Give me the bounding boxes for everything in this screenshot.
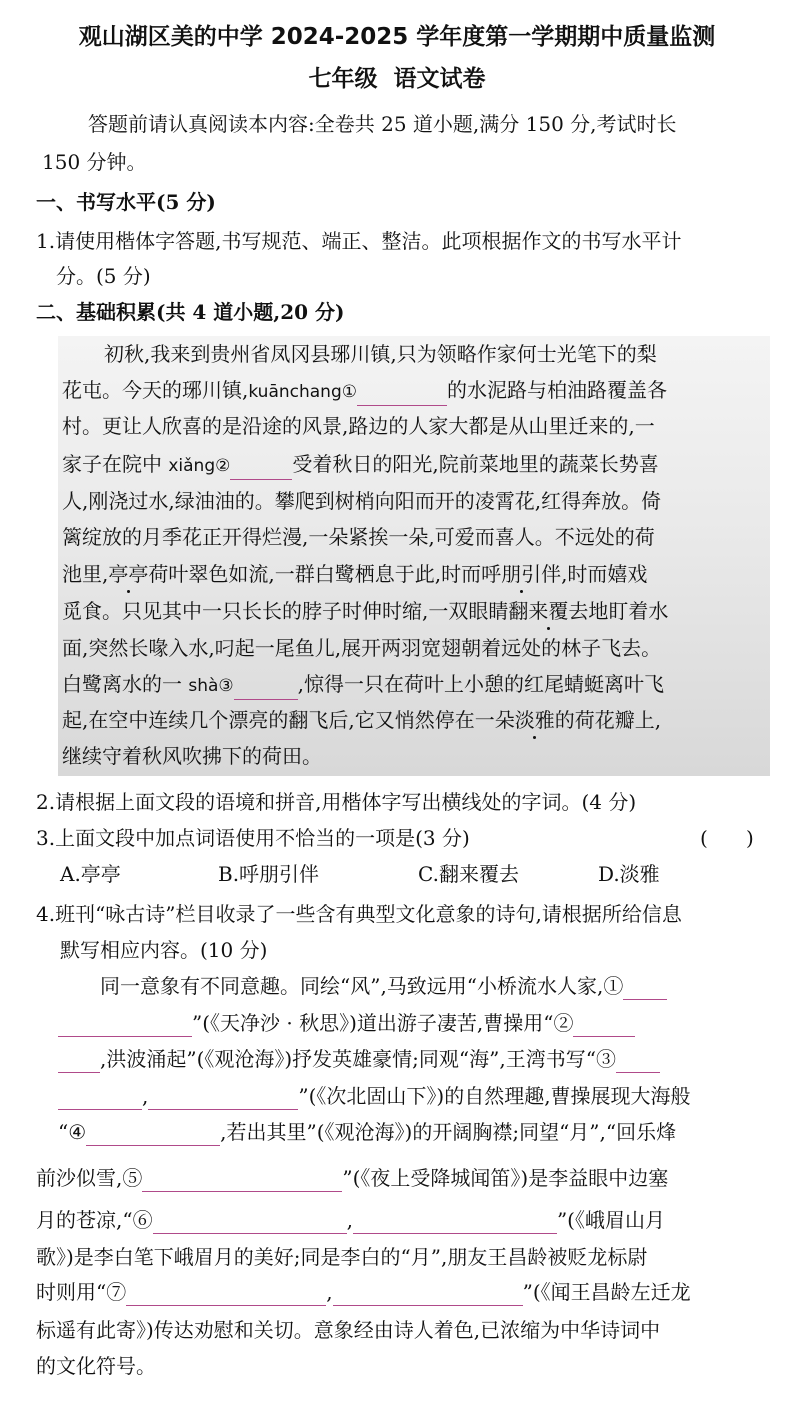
question-4-line-1: 4.班刊“咏古诗”栏目收录了一些含有典型文化意象的诗句,请根据所给信息 xyxy=(36,902,682,926)
q4-text-line: 歌》)是李白笔下峨眉月的美好;同是李白的“月”,朋友王昌龄被贬龙标尉 xyxy=(36,1245,648,1269)
q4-text-line: ,洪波涌起”(《观沧海》)抒发英雄豪情;同观“海”,王湾书写“③ xyxy=(58,1045,660,1073)
passage-line: 村。更让人欣喜的是沿途的风景,路边的人家大都是从山里迁来的,一 xyxy=(62,414,655,438)
answer-blank-1[interactable] xyxy=(357,383,447,406)
q4-text-line: 同一意象有不同意趣。同绘“风”,马致远用“小桥流水人家,① xyxy=(100,972,667,1000)
section-1-heading: 一、书写水平(5 分) xyxy=(36,190,216,214)
passage-line: 觅食。只见其中一只长长的脖子时伸时缩,一双眼睛翻来覆去地盯着水 xyxy=(62,599,669,623)
answer-blank-q4-4[interactable] xyxy=(86,1123,220,1146)
answer-blank-q4-7b[interactable] xyxy=(333,1283,523,1306)
passage-line: 花屯。今天的琊川镇,kuānchang① 的水泥路与柏油路覆盖各 xyxy=(62,376,667,406)
q4-text-line: 时则用“⑦ , ”(《闻王昌龄左迁龙 xyxy=(36,1280,691,1304)
question-3-option-c[interactable]: C.翻来覆去 xyxy=(418,862,519,886)
question-3-option-b[interactable]: B.呼朋引伴 xyxy=(218,862,320,886)
answer-blank-q4-6b[interactable] xyxy=(353,1211,557,1234)
exam-subtitle: 七年级 语文试卷 xyxy=(308,66,486,92)
answer-blank-q4-3b[interactable] xyxy=(58,1087,142,1110)
q4-text-line: 月的苍凉,“⑥ , ”(《峨眉山月 xyxy=(36,1208,665,1232)
passage-line: 初秋,我来到贵州省凤冈县琊川镇,只为领略作家何士光笔下的梨 xyxy=(104,342,657,366)
answer-blank-q4-1b[interactable] xyxy=(58,1014,192,1037)
passage-line: 面,突然长喙入水,叼起一尾鱼儿,展开两羽宽翅朝着远处的林子飞去。 xyxy=(62,636,662,660)
answer-blank-q4-2b[interactable] xyxy=(58,1050,100,1073)
pinyin-2: xiǎng② xyxy=(168,456,231,476)
q4-text-line: 的文化符号。 xyxy=(36,1354,156,1378)
q4-text-line: 标遥有此寄》)传达劝慰和关切。意象经由诗人着色,已浓缩为中华诗词中 xyxy=(36,1318,661,1342)
pinyin-1: kuānchang① xyxy=(248,382,357,402)
passage-line: 白鹭离水的一 shà③ ,惊得一只在荷叶上小憩的红尾蜻蜓离叶飞 xyxy=(62,670,664,700)
answer-blank-q4-7a[interactable] xyxy=(126,1283,326,1306)
answer-blank-q4-6a[interactable] xyxy=(153,1211,347,1234)
answer-blank-3[interactable] xyxy=(234,677,298,700)
q4-text-line: ”(《天净沙 · 秋思》)道出游子凄苦,曹操用“② xyxy=(58,1009,635,1037)
question-4-line-2: 默写相应内容。(10 分) xyxy=(60,938,268,962)
passage-line: 池里,亭亭荷叶翠色如流,一群白鹭栖息于此,时而呼朋引伴,时而嬉戏 xyxy=(62,562,648,586)
question-3-answer-paren[interactable]: ( ) xyxy=(700,826,754,850)
passage-line: 篱绽放的月季花正开得烂漫,一朵紧挨一朵,可爱而喜人。不远处的荷 xyxy=(62,525,655,549)
instructions-line-1: 答题前请认真阅读本内容:全卷共 25 道小题,满分 150 分,考试时长 xyxy=(88,112,677,136)
answer-blank-q4-3a[interactable] xyxy=(616,1050,660,1073)
answer-blank-q4-2a[interactable] xyxy=(573,1014,635,1037)
passage-line: 人,刚浇过水,绿油油的。攀爬到树梢向阳而开的凌霄花,红得奔放。倚 xyxy=(62,489,662,513)
section-2-heading: 二、基础积累(共 4 道小题,20 分) xyxy=(36,300,345,324)
answer-blank-q4-3c[interactable] xyxy=(148,1087,298,1110)
answer-blank-2[interactable] xyxy=(230,457,292,480)
question-3-option-d[interactable]: D.淡雅 xyxy=(598,862,660,886)
q4-text-line: 前沙似雪,⑤ ”(《夜上受降城闻笛》)是李益眼中边塞 xyxy=(36,1166,669,1190)
passage-line: 继续守着秋风吹拂下的荷田。 xyxy=(62,744,322,768)
pinyin-3: shà③ xyxy=(188,676,234,696)
question-3-stem: 3.上面文段中加点词语使用不恰当的一项是(3 分) xyxy=(36,826,470,850)
exam-title: 观山湖区美的中学 2024-2025 学年度第一学期期中质量监测 xyxy=(78,24,716,50)
passage-line: 家子在院中 xiǎng② 受着秋日的阳光,院前菜地里的蔬菜长势喜 xyxy=(62,450,659,480)
dotted-word-danya: 淡雅 xyxy=(514,708,555,732)
q4-text-line: , ”(《次北固山下》)的自然理趣,曹操展现大海般 xyxy=(58,1082,691,1110)
question-2: 2.请根据上面文段的语境和拼音,用楷体字写出横线处的字词。(4 分) xyxy=(36,790,637,814)
dotted-word-fanlaifuqu: 翻来覆去 xyxy=(508,599,589,623)
q4-text-line: “④ ,若出其里”(《观沧海》)的开阔胸襟;同望“月”,“回乐烽 xyxy=(58,1120,677,1144)
question-1-line-2: 分。(5 分) xyxy=(56,264,151,288)
passage-line: 起,在空中连续几个漂亮的翻飞后,它又悄然停在一朵淡雅的荷花瓣上, xyxy=(62,708,662,732)
question-3-option-a[interactable]: A.亭亭 xyxy=(60,862,121,886)
dotted-word-hupengyinban: 呼朋引伴 xyxy=(481,562,562,586)
dotted-word-tingting: 亭亭 xyxy=(108,562,149,586)
instructions-line-2: 150 分钟。 xyxy=(42,150,147,174)
answer-blank-q4-5[interactable] xyxy=(142,1169,342,1192)
question-1-line-1: 1.请使用楷体字答题,书写规范、端正、整洁。此项根据作文的书写水平计 xyxy=(36,229,682,253)
answer-blank-q4-1a[interactable] xyxy=(623,977,667,1000)
